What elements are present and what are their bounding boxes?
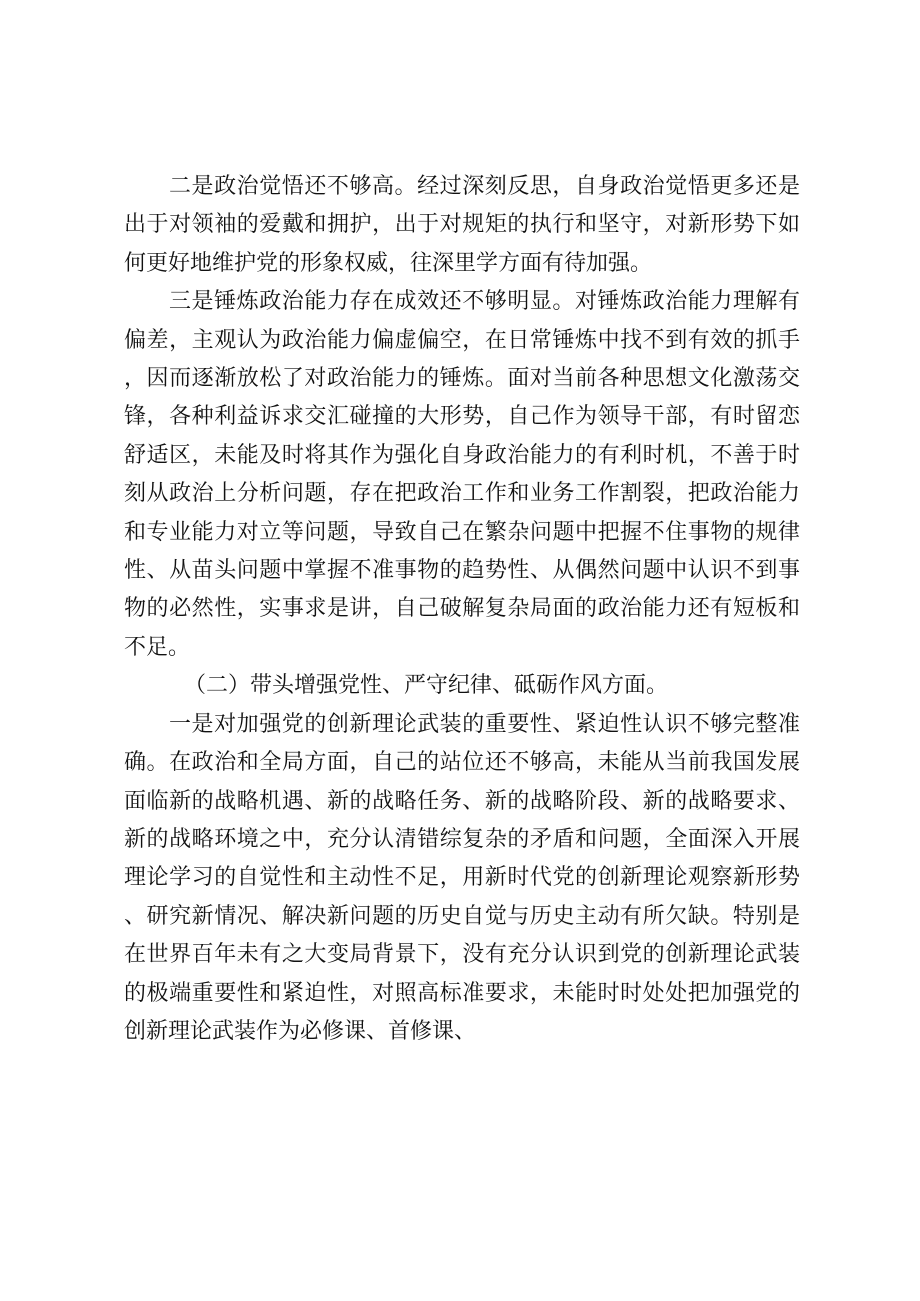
paragraph-theory-arming: 一是对加强党的创新理论武装的重要性、紧迫性认识不够完整准确。在政治和全局方面，自己的站位还不够高，未能从当前我国发展面临新的战略机遇、新的战略任务、新的战略阶段、新的战略要求、新的战略环境之中，充分认清错综复杂的矛盾和问题，全面深入开展理论学习的自觉性和主动性不足，用新时代党的创新理论观察新形势、研究新情况、解决新问题的历史自觉与历史主动有所欠缺。特别是在世界百年未有之大变局背景下，没有充分认识到党的创新理论武装的极端重要性和紧迫性，对照高标准要求，未能时时处处把加强党的创新理论武装作为必修课、首修课、 xyxy=(124,711,800,1044)
section-heading: （二）带头增强党性、严守纪律、砥砺作风方面。 xyxy=(184,673,669,699)
paragraph-political-awareness: 二是政治觉悟还不够高。经过深刻反思，自身政治觉悟更多还是出于对领袖的爱戴和拥护，出于对规矩的执行和坚守，对新形势下如何更好地维护党的形象权威，往深里学方面有待加强。 xyxy=(124,174,800,276)
document-body xyxy=(124,168,800,1051)
paragraph-political-ability: 三是锤炼政治能力存在成效还不够明显。对锤炼政治能力理解有偏差，主观认为政治能力偏虚偏空，在日常锤炼中找不到有效的抓手，因而逐渐放松了对政治能力的锤炼。面对当前各种思想文化激荡交锋，各种利益诉求交汇碰撞的大形势，自己作为领导干部，有时留恋舒适区，未能及时将其作为强化自身政治能力的有利时机，不善于时刻从政治上分析问题，存在把政治工作和业务工作割裂，把政治能力和专业能力对立等问题，导致自己在繁杂问题中把握不住事物的规律性、从苗头问题中掌握不准事物的趋势性、从偶然问题中认识不到事物的必然性，实事求是讲，自己破解复杂局面的政治能力还有短板和不足。 xyxy=(124,289,800,660)
